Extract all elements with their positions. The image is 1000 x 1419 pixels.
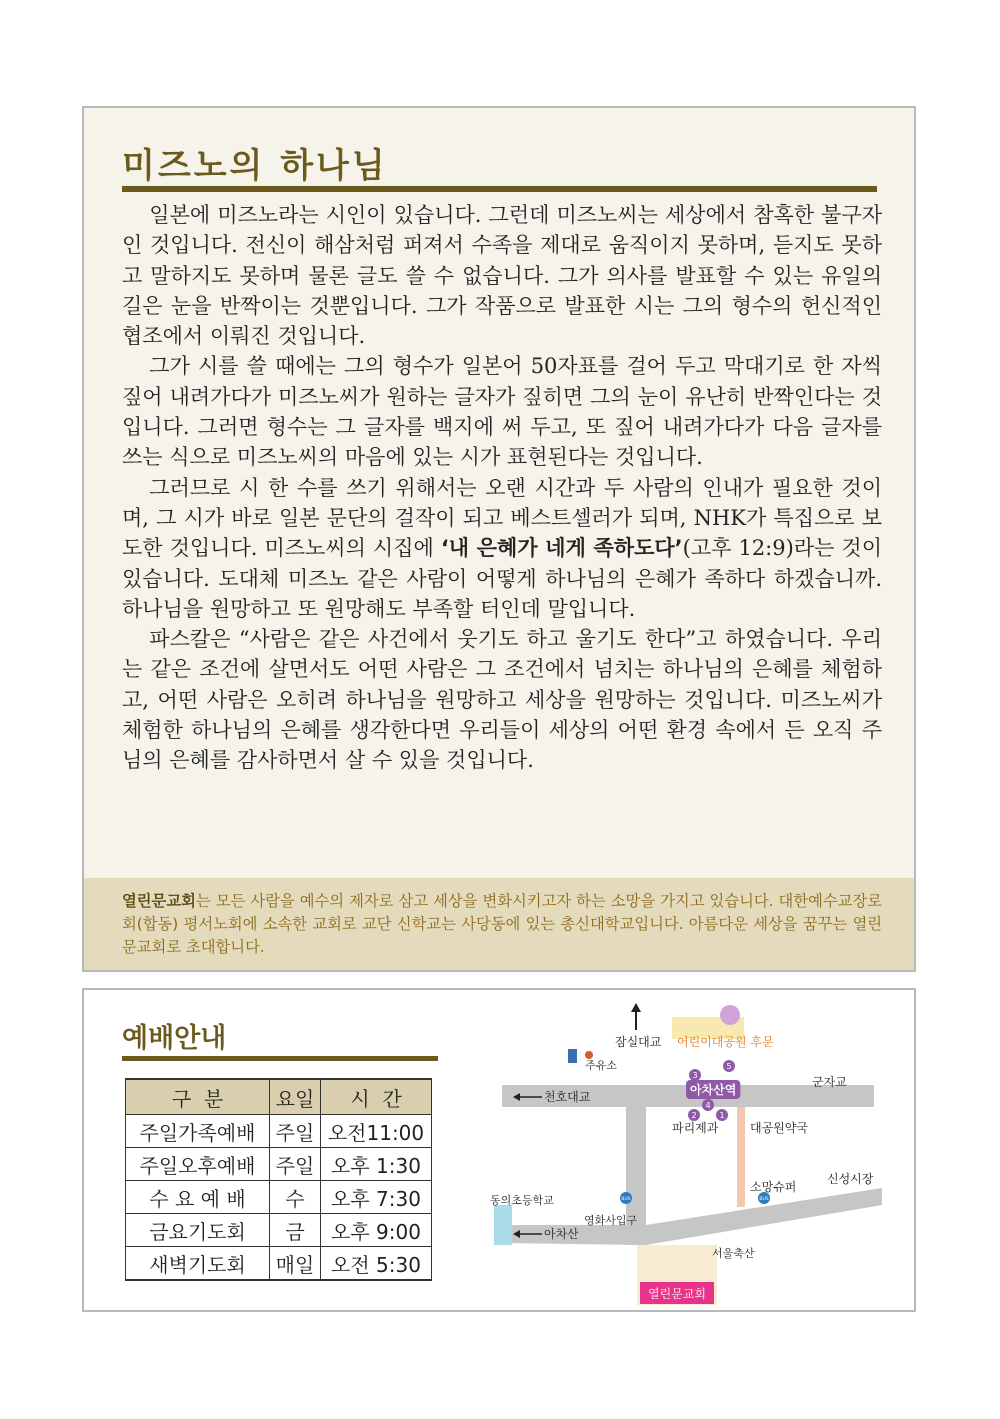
paragraph-4: 파스칼은 “사람은 같은 사건에서 웃기도 하고 울기도 한다”고 하였습니다. 우리는 같은 조건에 살면서도 어떤 사람은 그 조건에서 넘치는 하나님의 은혜를 체험하고, 어떤 사람은 오히려 하나님을 원망하고 세상을 원망하는 것입니다. 미즈노씨가 체험한 하나님의 은혜를 생각한다면 우리들이 세상의 어떤 환경 속에서 든 오직 주님의 은혜를 감사하면서 살 수 있을 것입니다. xyxy=(122,627,882,773)
label-gas: 주유소 xyxy=(585,1059,617,1072)
person-icon xyxy=(585,1051,593,1059)
exit-1-label: 1 xyxy=(719,1111,725,1120)
label-paris: 파리제과 xyxy=(672,1121,719,1135)
service-day: 금 xyxy=(270,1214,321,1247)
service-time: 오후 1:30 xyxy=(321,1148,432,1181)
sermon-title: 미즈노의 하나님 xyxy=(122,146,388,186)
label-somang: 소망슈퍼 xyxy=(750,1180,797,1194)
church-intro-text: 는 모든 사람을 예수의 제자로 삼고 세상을 변화시키고자 하는 소망을 가지고 있습니다. 대한예수교장로회(합동) 평서노회에 소속한 교회로 교단 신학교는 사당동에 있는 총신대학교입니다. 아름다운 세상을 꿈꾸는 열린문교회로 초대합니다. xyxy=(122,892,882,956)
exit-5-label: 5 xyxy=(726,1062,732,1071)
alley xyxy=(737,1107,745,1207)
label-daegong: 대공원약국 xyxy=(750,1121,808,1135)
service-time: 오전11:00 xyxy=(321,1115,432,1148)
church-intro xyxy=(84,878,914,970)
sermon-panel xyxy=(82,106,916,972)
paragraph-3-a: 그러므로 시 한 수를 쓰기 위해서는 오랜 시간과 두 사람의 인내가 필요한 것이며, 그 시가 바로 일본 문단의 걸작이 되고 베스트셀러가 되며, NHK가 특집으로 보도한 것입니다. 미즈노씨의 시집에 xyxy=(122,475,882,561)
park-balloon xyxy=(720,1005,740,1025)
label-seoul-meat: 서울축산 xyxy=(712,1247,755,1260)
paragraph-2: 그가 시를 쓸 때에는 그의 형수가 일본어 50자표를 걸어 두고 막대기로 한 자씩 짚어 내려가다가 미즈노씨가 원하는 글자가 짚히면 그의 눈이 유난히 반짝인다는 것입니다. 그러면 형수는 그 글자를 백지에 써 두고, 또 짚어 내려가다가 다음 글자를 쓰는 식으로 미즈노씨의 마음에 있는 시가 표현된다는 것입니다. xyxy=(122,354,882,470)
table-row xyxy=(126,1115,432,1148)
label-church: 열린문교회 xyxy=(648,1287,706,1301)
header-day: 요일 xyxy=(270,1079,321,1115)
service-name: 금요기도회 xyxy=(126,1214,270,1247)
bible-quote: ‘내 은혜가 네게 족하도다’ xyxy=(440,536,683,561)
service-day: 주일 xyxy=(270,1148,321,1181)
location-map xyxy=(490,1000,892,1308)
svg-text:BUS: BUS xyxy=(759,1197,769,1202)
church-name: 열린문교회 xyxy=(122,892,196,910)
gas-icon xyxy=(568,1049,577,1063)
service-day: 수 xyxy=(270,1181,321,1214)
worship-title: 예배안내 xyxy=(122,1023,227,1054)
exit-2-label: 2 xyxy=(691,1111,697,1120)
header-category: 구 분 xyxy=(126,1079,270,1115)
exit-4-label: 4 xyxy=(705,1101,711,1110)
label-achasan-station: 아차산역 xyxy=(690,1083,737,1097)
paragraph-3-b: (고후 12:9)라는 것이 있습니다. 도대체 미즈노 같은 사람이 어떻게 하나님의 은혜가 족하다 하겠습니까. 하나님을 원망하고 또 원망해도 부족할 터인데 말입니다. xyxy=(122,536,882,621)
svg-text:BUS: BUS xyxy=(621,1197,631,1202)
exit-3-label: 3 xyxy=(692,1071,698,1080)
arrow-up-head xyxy=(631,1003,641,1012)
table-row xyxy=(126,1214,432,1247)
sermon-body xyxy=(122,200,882,776)
service-day: 주일 xyxy=(270,1115,321,1148)
title-rule xyxy=(122,186,877,192)
service-name: 주일가족예배 xyxy=(126,1115,270,1148)
table-row xyxy=(126,1247,432,1281)
label-achasan: 아차산 xyxy=(544,1227,579,1241)
service-name: 새벽기도회 xyxy=(126,1247,270,1281)
label-cheonho: 천호대교 xyxy=(544,1090,591,1104)
label-sinseong: 신성시장 xyxy=(827,1172,874,1186)
worship-table xyxy=(125,1078,432,1281)
service-name: 수 요 예 배 xyxy=(126,1181,270,1214)
label-gunja: 군자교 xyxy=(812,1075,847,1089)
table-row xyxy=(126,1148,432,1181)
label-cinema: 영화사입구 xyxy=(584,1214,638,1227)
label-dongui: 동의초등학교 xyxy=(490,1194,554,1207)
label-childpark: 어린이대공원 후문 xyxy=(677,1035,774,1049)
label-jamsil: 잠실대교 xyxy=(615,1035,662,1049)
school-block xyxy=(494,1205,512,1245)
service-day: 매일 xyxy=(270,1247,321,1281)
worship-rule xyxy=(122,1056,438,1061)
service-name: 주일오후예배 xyxy=(126,1148,270,1181)
worship-panel xyxy=(82,988,916,1312)
header-time: 시 간 xyxy=(321,1079,432,1115)
table-row xyxy=(126,1181,432,1214)
service-time: 오전 5:30 xyxy=(321,1247,432,1281)
paragraph-1: 일본에 미즈노라는 시인이 있습니다. 그런데 미즈노씨는 세상에서 참혹한 불구자인 것입니다. 전신이 해삼처럼 퍼져서 수족을 제대로 움직이지 못하며, 듣지도 못하고 말하지도 못하며 물론 글도 쓸 수 없습니다. 그가 의사를 발표할 수 있는 유일의 길은 눈을 반짝이는 것뿐입니다. 그가 작품으로 발표한 시는 그의 형수의 헌신적인 협조에서 이뤄진 것입니다. xyxy=(122,203,882,349)
service-time: 오후 7:30 xyxy=(321,1181,432,1214)
table-header xyxy=(126,1079,432,1115)
paragraph-3 xyxy=(122,473,882,624)
service-time: 오후 9:00 xyxy=(321,1214,432,1247)
